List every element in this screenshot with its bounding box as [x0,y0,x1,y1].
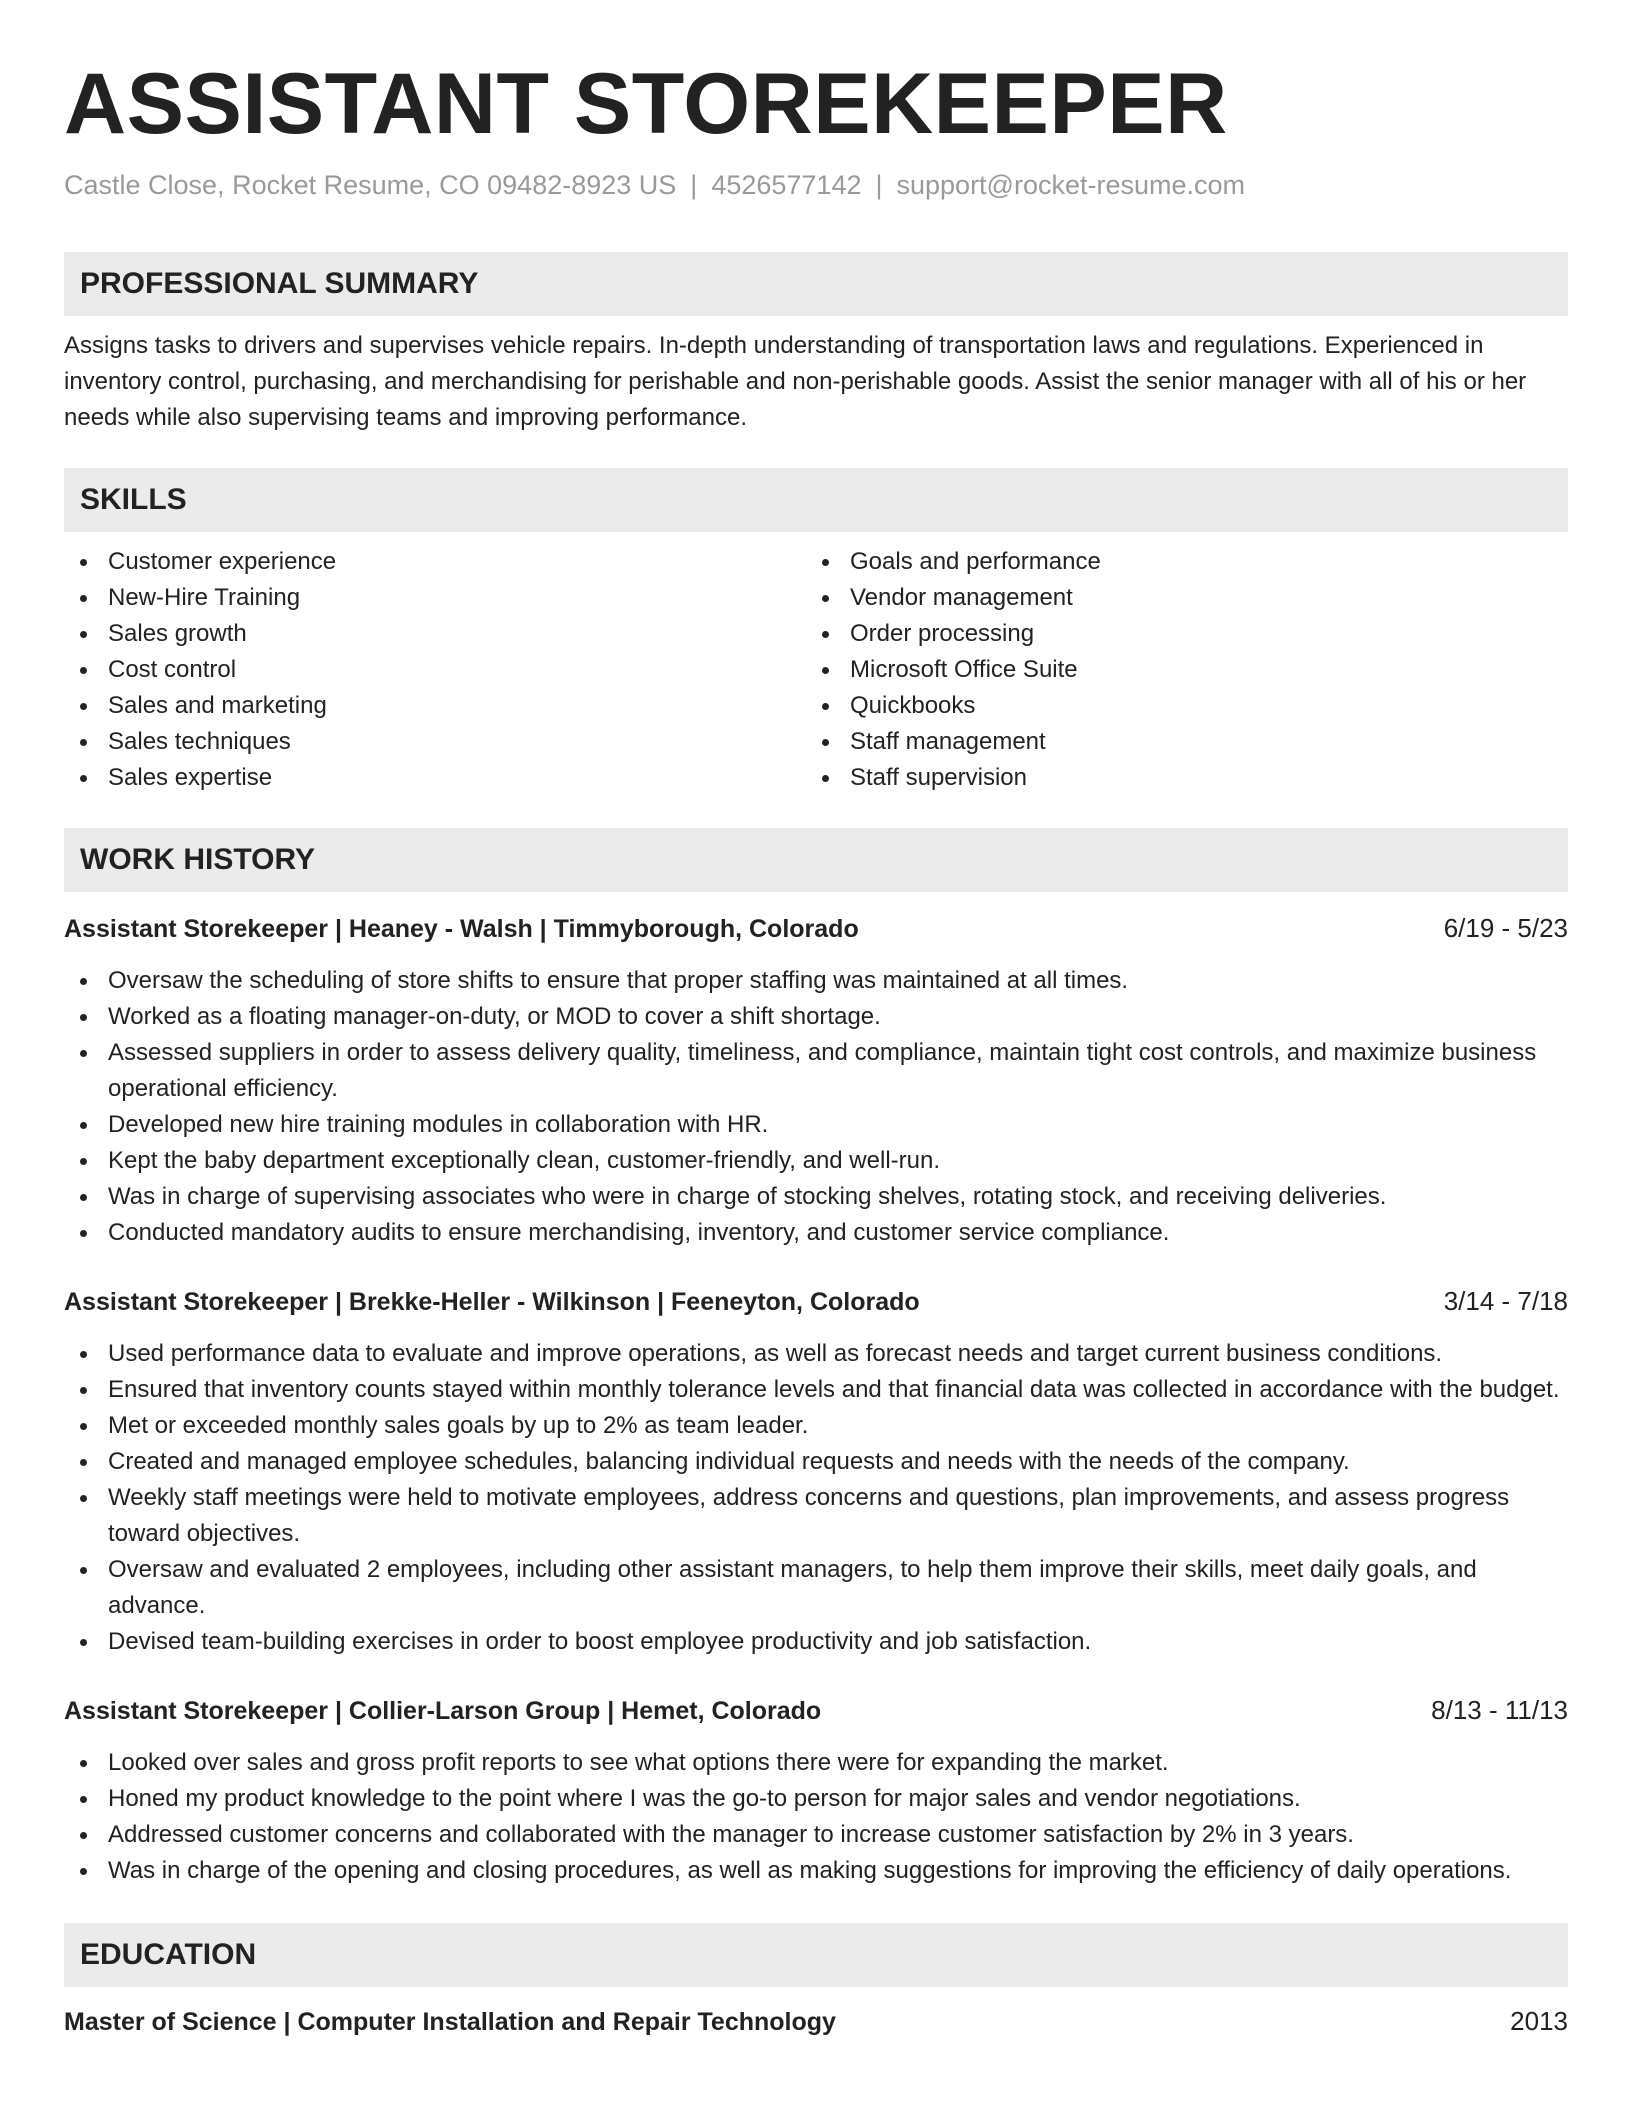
job-bullet: Met or exceeded monthly sales goals by up to 2% as team leader. [64,1408,1568,1444]
skills-column-right [806,544,1548,796]
job-bullets [64,963,1568,1251]
job-bullets [64,1336,1568,1660]
skill-item: Quickbooks [806,688,1548,724]
job-bullet: Addressed customer concerns and collaborated with the manager to increase customer satisfaction by 2% in 3 years. [64,1817,1568,1853]
job-bullet: Used performance data to evaluate and improve operations, as well as forecast needs and target current business conditions. [64,1336,1568,1372]
job-dates: 8/13 - 11/13 [1431,1695,1568,1725]
skills-heading: SKILLS [64,468,1568,532]
job-dates: 6/19 - 5/23 [1443,913,1568,943]
skills-list [64,544,1568,796]
contact-separator: | [875,170,883,200]
skill-item: Sales expertise [64,760,806,796]
job-bullet: Was in charge of supervising associates who were in charge of stocking shelves, rotating stock, and receiving deliveries. [64,1179,1568,1215]
summary-heading: PROFESSIONAL SUMMARY [64,252,1568,316]
contact-email: support@rocket-resume.com [896,170,1246,200]
job-bullets [64,1745,1568,1889]
skills-column-left [64,544,806,796]
summary-text: Assigns tasks to drivers and supervises vehicle repairs. In-depth understanding of transportation laws and regulations. Experienced in inventory control, purchasing, and merchandising for perishable and non-perishable goods. Assist the senior manager with all of his or her needs while also supervising teams and improving performance. [64,332,1527,431]
skill-item: Staff management [806,724,1548,760]
degree-title: Master of Science | Computer Installation and Repair Technology [64,2008,836,2036]
job-title: Assistant Storekeeper | Brekke-Heller - Wilkinson | Feeneyton, Colorado [64,1288,920,1316]
job-bullet: Oversaw and evaluated 2 employees, including other assistant managers, to help them improve their skills, meet daily goals, and advance. [64,1552,1568,1624]
skill-item: Customer experience [64,544,806,580]
skill-item: Staff supervision [806,760,1548,796]
job-bullet: Conducted mandatory audits to ensure merchandising, inventory, and customer service compliance. [64,1215,1568,1251]
contact-separator: | [690,170,698,200]
contact-phone: 4526577142 [711,170,862,200]
skill-item: Vendor management [806,580,1548,616]
skill-item: Goals and performance [806,544,1548,580]
job-bullet: Assessed suppliers in order to assess delivery quality, timeliness, and compliance, maintain tight cost controls, and maximize business operational efficiency. [64,1035,1568,1107]
work-history-heading: WORK HISTORY [64,828,1568,892]
skill-item: Sales growth [64,616,806,652]
job-bullet: Looked over sales and gross profit reports to see what options there were for expanding the market. [64,1745,1568,1781]
skill-item: Microsoft Office Suite [806,652,1548,688]
job-header [64,910,1568,947]
job-bullet: Was in charge of the opening and closing procedures, as well as making suggestions for improving the efficiency of daily operations. [64,1853,1568,1889]
job-bullet: Worked as a floating manager-on-duty, or MOD to cover a shift shortage. [64,999,1568,1035]
skill-item: Order processing [806,616,1548,652]
job-header [64,1283,1568,1320]
skill-item: New-Hire Training [64,580,806,616]
job-bullet: Oversaw the scheduling of store shifts to ensure that proper staffing was maintained at all times. [64,963,1568,999]
skill-item: Sales techniques [64,724,806,760]
job-bullet: Weekly staff meetings were held to motivate employees, address concerns and questions, plan improvements, and assess progress toward objectives. [64,1480,1568,1552]
job-dates: 3/14 - 7/18 [1443,1286,1568,1316]
contact-line [64,168,1568,202]
job-title: Assistant Storekeeper | Heaney - Walsh | Timmyborough, Colorado [64,915,859,943]
skill-item: Cost control [64,652,806,688]
contact-address: Castle Close, Rocket Resume, CO 09482-8923 US [64,170,677,200]
job-bullet: Kept the baby department exceptionally clean, customer-friendly, and well-run. [64,1143,1568,1179]
job-entry [64,1283,1568,1660]
resume-page [64,0,1568,2056]
job-header [64,1692,1568,1729]
job-bullet: Honed my product knowledge to the point where I was the go-to person for major sales and vendor negotiations. [64,1781,1568,1817]
job-bullet: Created and managed employee schedules, balancing individual requests and needs with the needs of the company. [64,1444,1568,1480]
graduation-year: 2013 [1510,2006,1568,2036]
education-heading: EDUCATION [64,1923,1568,1987]
job-bullet: Devised team-building exercises in order to boost employee productivity and job satisfaction. [64,1624,1568,1660]
job-bullet: Developed new hire training modules in collaboration with HR. [64,1107,1568,1143]
job-bullet: Ensured that inventory counts stayed within monthly tolerance levels and that financial data was collected in accordance with the budget. [64,1372,1568,1408]
skill-item: Sales and marketing [64,688,806,724]
job-entry [64,910,1568,1251]
education-entry [64,2003,1568,2040]
job-entry [64,1692,1568,1889]
candidate-name: ASSISTANT STOREKEEPER [64,56,1228,152]
job-title: Assistant Storekeeper | Collier-Larson Group | Hemet, Colorado [64,1697,822,1725]
